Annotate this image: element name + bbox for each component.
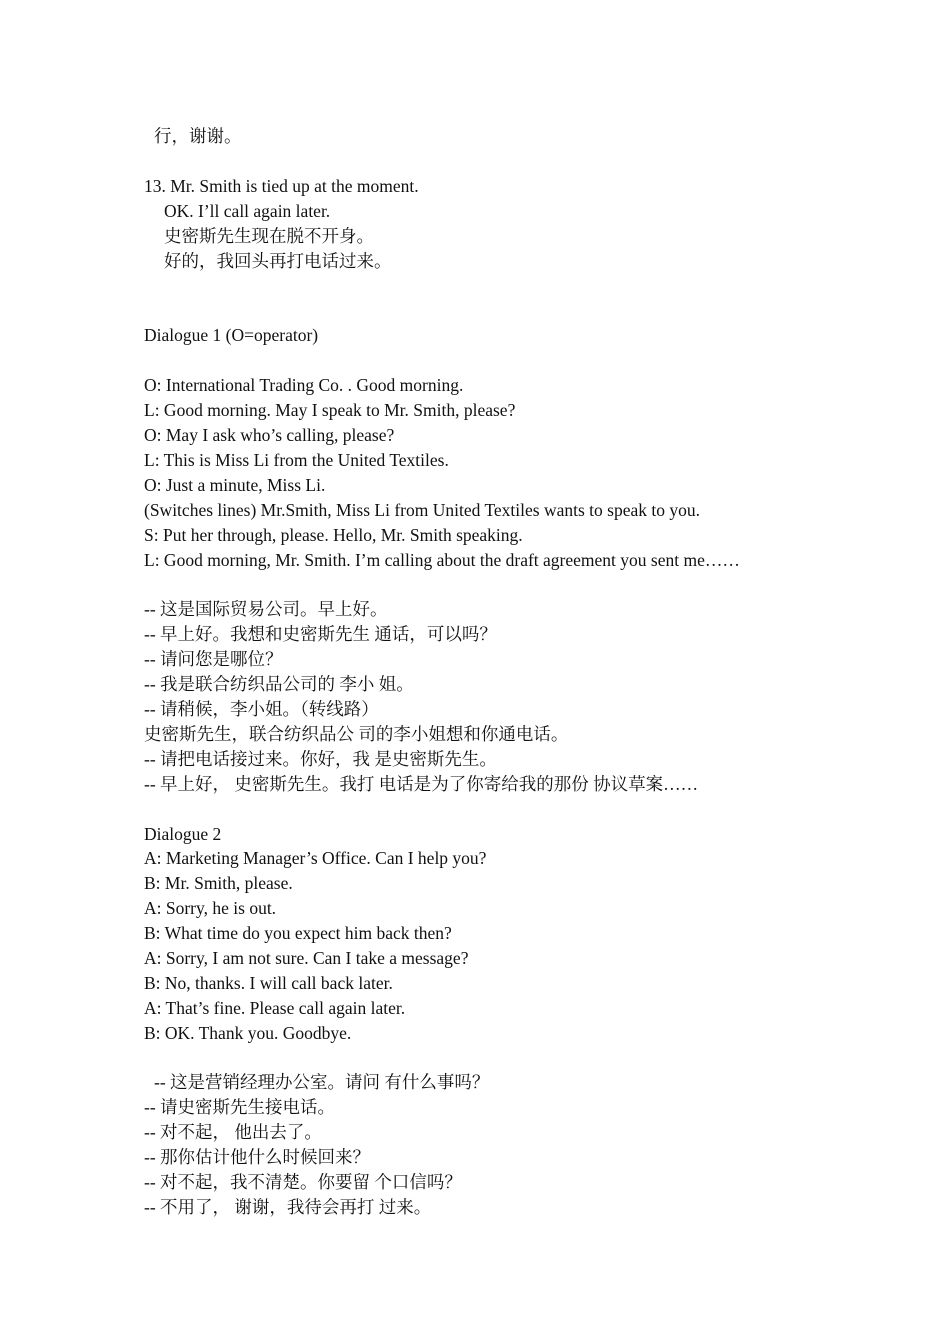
dialogue-1-title: Dialogue 1 (O=operator) [144,325,319,345]
translation-line: -- 早上好。我想和史密斯先生 通话，可以吗？ [144,624,497,644]
dialogue-line: L: Good morning, Mr. Smith. I’m calling about the draft agreement you sent me…… [144,550,740,570]
translation-line: -- 请史密斯先生接电话。 [144,1097,336,1117]
dialogue-2-title: Dialogue 2 [144,824,222,844]
text-line: 史密斯先生现在脱不开身。 [164,226,374,246]
dialogue-line: L: Good morning. May I speak to Mr. Smith, please? [144,400,516,420]
dialogue-line: (Switches lines) Mr.Smith, Miss Li from United Textiles wants to speak to you. [144,500,700,520]
translation-line: -- 对不起，我不清楚。你要留 个口信吗？ [144,1172,462,1192]
translation-line: -- 这是营销经理办公室。请问 有什么事吗？ [154,1072,490,1092]
item-13-heading: 13. Mr. Smith is tied up at the moment. [144,176,419,196]
text-line: OK. I’ll call again later. [164,201,331,221]
dialogue-line: O: May I ask who’s calling, please? [144,425,395,445]
dialogue-line: A: That’s fine. Please call again later. [144,998,406,1018]
translation-line: -- 不用了， 谢谢，我待会再打 过来。 [144,1197,432,1217]
text-line: 好的，我回头再打电话过来。 [164,251,392,271]
dialogue-line: A: Sorry, I am not sure. Can I take a message? [144,948,469,968]
translation-line: -- 早上好， 史密斯先生。我打 电话是为了你寄给我的那份 协议草案…… [144,774,699,794]
translation-line: -- 这是国际贸易公司。早上好。 [144,599,388,619]
dialogue-line: A: Sorry, he is out. [144,898,277,918]
dialogue-line: A: Marketing Manager’s Office. Can I help you? [144,848,487,868]
translation-line: 史密斯先生，联合纺织品公 司的李小姐想和你通电话。 [144,724,569,744]
dialogue-line: S: Put her through, please. Hello, Mr. Smith speaking. [144,525,523,545]
dialogue-line: L: This is Miss Li from the United Textiles. [144,450,449,470]
translation-line: -- 我是联合纺织品公司的 李小 姐。 [144,674,414,694]
translation-line: -- 对不起， 他出去了。 [144,1122,322,1142]
text-line: 行，谢谢。 [154,126,242,146]
translation-line: -- 那你估计他什么时候回来？ [144,1147,371,1167]
translation-line: -- 请稍候，李小姐。（转线路） [144,699,379,719]
dialogue-line: O: International Trading Co. . Good morning. [144,375,464,395]
dialogue-line: O: Just a minute, Miss Li. [144,475,326,495]
translation-line: -- 请问您是哪位？ [144,649,283,669]
dialogue-line: B: What time do you expect him back then? [144,923,452,943]
dialogue-line: B: No, thanks. I will call back later. [144,973,393,993]
dialogue-line: B: Mr. Smith, please. [144,873,293,893]
dialogue-line: B: OK. Thank you. Goodbye. [144,1023,352,1043]
translation-line: -- 请把电话接过来。你好，我 是史密斯先生。 [144,749,497,769]
